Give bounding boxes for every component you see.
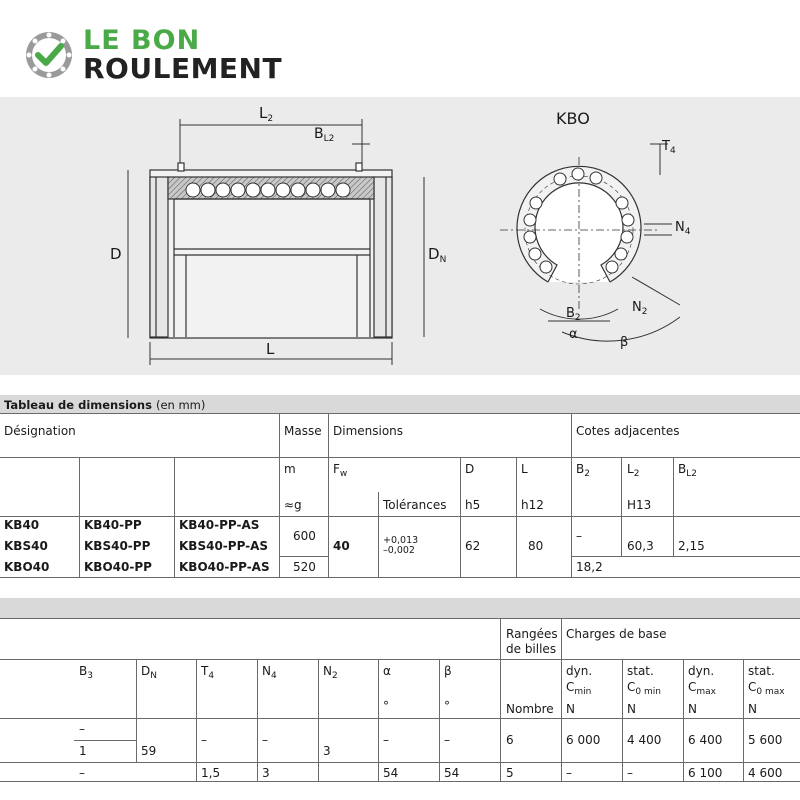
header-t4: $T_4$	[201, 664, 215, 681]
header-dimensions: Dimensions	[333, 424, 404, 438]
header-fw: $F_w$	[333, 462, 348, 479]
header-n-cmax: N	[688, 702, 697, 716]
header-tolerances: Tolérances	[383, 498, 447, 512]
header-masse: Masse	[284, 424, 322, 438]
header-n-cmin: N	[566, 702, 575, 716]
header-rangees: Rangées	[506, 627, 558, 641]
c0max-value-a: 5 600	[748, 733, 783, 747]
header-bl2: $B_{L2}$	[678, 462, 697, 479]
label-B2: $B_2$	[566, 306, 581, 323]
header-rangees-line2: de billes	[506, 642, 557, 656]
t4-value-b: 1,5	[201, 766, 221, 780]
header-h12: h12	[521, 498, 544, 512]
header	[0, 0, 800, 97]
fw-value: 40	[333, 539, 350, 553]
row2-d1: KBS40	[4, 539, 48, 553]
table1-unit: (en mm)	[155, 398, 206, 412]
beta-value-b: 54	[444, 766, 460, 780]
header-dyn-min: dyn.	[566, 664, 593, 678]
n2-value: 3	[323, 744, 331, 758]
label-L2: $L_2$	[259, 104, 274, 124]
row1-d1: KB40	[4, 518, 40, 532]
header-alpha: α	[383, 664, 391, 678]
cmax-value-b: 6 100	[688, 766, 723, 780]
header-cmax: $C_{max}$	[688, 680, 716, 697]
header-dyn-max: dyn.	[688, 664, 715, 678]
label-N2: $N_2$	[632, 300, 648, 317]
header-c0min: $C_{0 min}$	[627, 680, 661, 697]
c0max-value-b: 4 600	[748, 766, 783, 780]
header-charges: Charges de base	[566, 627, 667, 641]
bearing-check-logo-icon	[24, 30, 74, 80]
c0min-value-a: 4 400	[627, 733, 662, 747]
header-l: L	[521, 462, 528, 476]
header-dn: $D_N$	[141, 664, 157, 681]
mass-value-b: 520	[293, 560, 316, 574]
header-m: m	[284, 462, 296, 476]
logo-text-line1: LE BON	[83, 25, 201, 56]
header-beta: β	[444, 664, 452, 678]
label-KBO: KBO	[556, 109, 590, 128]
b2-value-a: –	[576, 529, 582, 543]
header-cotes: Cotes adjacentes	[576, 424, 680, 438]
b3-row3: –	[79, 766, 85, 780]
n4-value-b: 3	[262, 766, 270, 780]
header-b3: $B_3$	[79, 664, 93, 681]
row2-d2: KBS40-PP	[84, 539, 151, 553]
header-cmin: $C_{min}$	[566, 680, 592, 697]
header-designation: Désignation	[4, 424, 76, 438]
nombre-value-b: 5	[506, 766, 514, 780]
header-nombre: Nombre	[506, 702, 554, 716]
table1-title-bar	[0, 395, 800, 413]
table1-title: Tableau de dimensions	[4, 398, 152, 412]
header-h5: h5	[465, 498, 481, 512]
l-value: 80	[528, 539, 544, 553]
b3-row1: –	[79, 722, 85, 736]
t4-value-a: –	[201, 733, 207, 747]
c0min-value-b: –	[627, 766, 633, 780]
header-l2: $L_2$	[627, 462, 640, 479]
tol-lower: –0,002	[383, 545, 415, 556]
alpha-value-a: –	[383, 733, 389, 747]
header-n4: $N_4$	[262, 664, 277, 681]
label-beta: β	[620, 335, 629, 350]
cmin-value-a: 6 000	[566, 733, 601, 747]
row3-d2: KBO40-PP	[84, 560, 152, 574]
row3-d1: KBO40	[4, 560, 50, 574]
d-value: 62	[465, 539, 481, 553]
ball-row	[186, 183, 350, 197]
header-d: D	[465, 462, 475, 476]
dn-value: 59	[141, 744, 157, 758]
logo-text-line2: ROULEMENT	[83, 52, 283, 85]
b3-row2: 1	[79, 744, 87, 758]
mass-value-a: 600	[293, 529, 316, 543]
header-alpha-deg: °	[383, 699, 389, 713]
row1-d3: KB40-PP-AS	[179, 518, 260, 532]
header-c0max: $C_{0 max}$	[748, 680, 785, 697]
alpha-value-b: 54	[383, 766, 399, 780]
header-h13: H13	[627, 498, 652, 512]
cmax-value-a: 6 400	[688, 733, 723, 747]
header-stat-min: stat.	[627, 664, 654, 678]
label-DN: $D_N$	[428, 245, 447, 265]
header-stat-max: stat.	[748, 664, 775, 678]
bl2-value: 2,15	[678, 539, 705, 553]
label-D: D	[110, 245, 122, 263]
label-BL2: $B_{L2}$	[314, 126, 335, 144]
nombre-value-a: 6	[506, 733, 514, 747]
table2-title-bar	[0, 598, 800, 618]
label-alpha: α	[569, 327, 578, 342]
tol-upper: +0,013	[383, 535, 419, 546]
header-b2: $B_2$	[576, 462, 590, 479]
header-g: ≈g	[284, 498, 302, 512]
header-n2: $N_2$	[323, 664, 338, 681]
technical-drawing	[0, 97, 800, 375]
row3-d3: KBO40-PP-AS	[179, 560, 270, 574]
label-T4: $T_4$	[662, 139, 676, 156]
header-n-c0min: N	[627, 702, 636, 716]
beta-value-a: –	[444, 733, 450, 747]
row2-d3: KBS40-PP-AS	[179, 539, 269, 553]
n4-value-a: –	[262, 733, 268, 747]
label-L: L	[266, 340, 275, 358]
cmin-value-b: –	[566, 766, 572, 780]
row1-d2: KB40-PP	[84, 518, 142, 532]
header-n-c0max: N	[748, 702, 757, 716]
l2-value: 60,3	[627, 539, 654, 553]
header-beta-deg: °	[444, 699, 450, 713]
label-N4: $N_4$	[675, 220, 691, 237]
b2-value-b: 18,2	[576, 560, 603, 574]
